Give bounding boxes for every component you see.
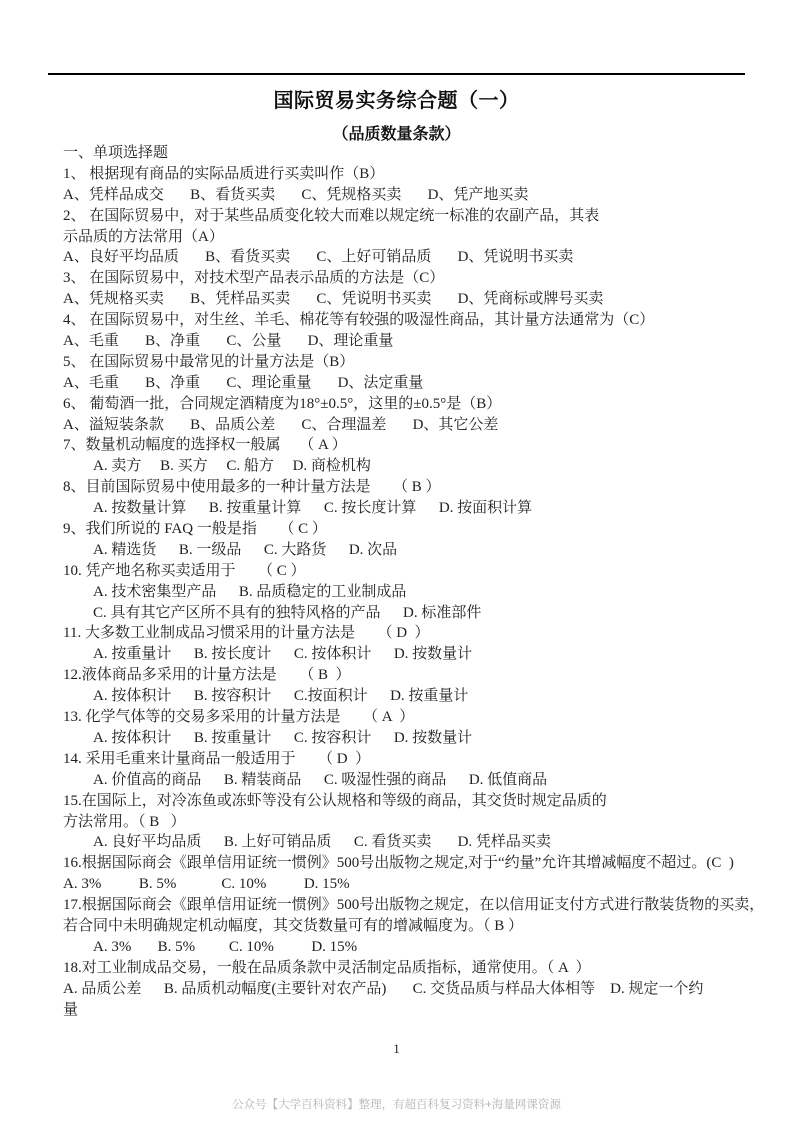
document-line: 4、 在国际贸易中，对生丝、羊毛、棉花等有较强的吸湿性商品，其计量方法通常为（C） (63, 312, 655, 329)
document-line: 10. 凭产地名称买卖适用于 （ C ） (63, 562, 306, 579)
document-line: A、良好平均品质 B、看货买卖 C、上好可销品质 D、凭说明书买卖 (63, 249, 574, 266)
document-line: 若合同中未明确规定机动幅度，其交货数量可有的增减幅度为。（ B ） (63, 917, 524, 934)
document-line: A、凭样品成交 B、看货买卖 C、凭规格买卖 D、凭产地买卖 (63, 186, 529, 203)
document-line: 18.对工业制成品交易，一般在品质条款中灵活制定品质指标，通常使用。（ A ） (63, 959, 591, 976)
document-line: C. 具有其它产区所不具有的独特风格的产品 D. 标准部件 (93, 604, 482, 621)
document-line: A. 按体积计 B. 按重量计 C. 按容积计 D. 按数量计 (93, 729, 473, 746)
document-line: 6、 葡萄酒一批，合同规定酒精度为18°±0.5°，这里的±0.5°是（B） (63, 395, 502, 412)
document-line: A、溢短装条款 B、品质公差 C、合理温差 D、其它公差 (63, 416, 499, 433)
document-line: 7、数量机动幅度的选择权一般属 （ A ） (63, 437, 347, 454)
document-line: 3、 在国际贸易中，对技术型产品表示品质的方法是（C） (63, 270, 445, 287)
document-line: A. 品质公差 B. 品质机动幅度(主要针对农产品) C. 交货品质与样品大体相等 D. 规定一个约 (63, 980, 704, 997)
document-line: 17.根据国际商会《跟单信用证统一惯例》500号出版物之规定，在以信用证支付方式进行散装货物的买卖， (63, 897, 765, 914)
document-line: A. 按数量计算 B. 按重量计算 C. 按长度计算 D. 按面积计算 (93, 500, 533, 517)
document-line: 5、 在国际贸易中最常见的计量方法是（B） (63, 353, 355, 370)
document-line: A、凭规格买卖 B、凭样品买卖 C、凭说明书买卖 D、凭商标或牌号买卖 (63, 291, 604, 308)
document-line: 2、 在国际贸易中，对于某些品质变化较大而难以规定统一标准的农副产品，其表 (63, 207, 600, 224)
document-line: 9、我们所说的 FAQ 一般是指 （ C ） (63, 521, 327, 538)
footer-note: 公众号【大学百科资料】整理，有超百科复习资料+海量网课资源 (232, 1099, 561, 1111)
document-line: A、毛重 B、净重 C、理论重量 D、法定重量 (63, 374, 424, 391)
document-line: A. 精选货 B. 一级品 C. 大路货 D. 次品 (93, 541, 398, 558)
document-line: A. 3% B. 5% C. 10% D. 15% (93, 938, 358, 955)
document-line: 11. 大多数工业制成品习惯采用的计量方法是 （ D ） (63, 625, 430, 642)
document-line: 14. 采用毛重来计量商品一般适用于 （ D ） (63, 750, 371, 767)
document-line: A. 按体积计 B. 按容积计 C.按面积计 D. 按重量计 (93, 688, 469, 705)
document-line: A. 3% B. 5% C. 10% D. 15% (63, 876, 350, 893)
document-line: 15.在国际上，对冷冻鱼或冻虾等没有公认规格和等级的商品，其交货时规定品质的 (63, 792, 607, 809)
document-line: 一、单项选择题 (63, 145, 169, 161)
document-line: A. 价值高的商品 B. 精装商品 C. 吸湿性强的商品 D. 低值商品 (93, 771, 548, 788)
document-line: 方法常用。（ B ） (63, 813, 186, 830)
document-line: A. 技术密集型产品 B. 品质稳定的工业制成品 (93, 583, 407, 600)
document-line: 13. 化学气体等的交易多采用的计量方法是 （ A ） (63, 709, 415, 726)
document-line: 12.液体商品多采用的计量方法是 （ B ） (63, 667, 351, 684)
page-title: 国际贸易实务综合题（一） (273, 90, 520, 112)
document-body (63, 143, 777, 1020)
document-line: 8、目前国际贸易中使用最多的一种计量方法是 （ B ） (63, 479, 441, 496)
header-divider (48, 73, 745, 75)
page-number: 1 (393, 1041, 400, 1056)
document-line: 示品质的方法常用（A） (63, 228, 224, 245)
document-line: 1、 根据现有商品的实际品质进行买卖叫作（B） (63, 165, 385, 182)
document-line: A、毛重 B、净重 C、公量 D、理论重量 (63, 333, 394, 350)
document-line: 16.根据国际商会《跟单信用证统一惯例》500号出版物之规定,对于“约量”允许其增减幅度不超过。(C ) (63, 855, 734, 872)
document-line: A. 按重量计 B. 按长度计 C. 按体积计 D. 按数量计 (93, 646, 473, 663)
document-line: A. 良好平均品质 B. 上好可销品质 C. 看货买卖 D. 凭样品买卖 (93, 834, 551, 851)
page-subtitle: （品质数量条款） (332, 126, 461, 143)
document-line: 量 (63, 1001, 79, 1018)
document-line: A. 卖方 B. 买方 C. 船方 D. 商检机构 (93, 458, 371, 475)
